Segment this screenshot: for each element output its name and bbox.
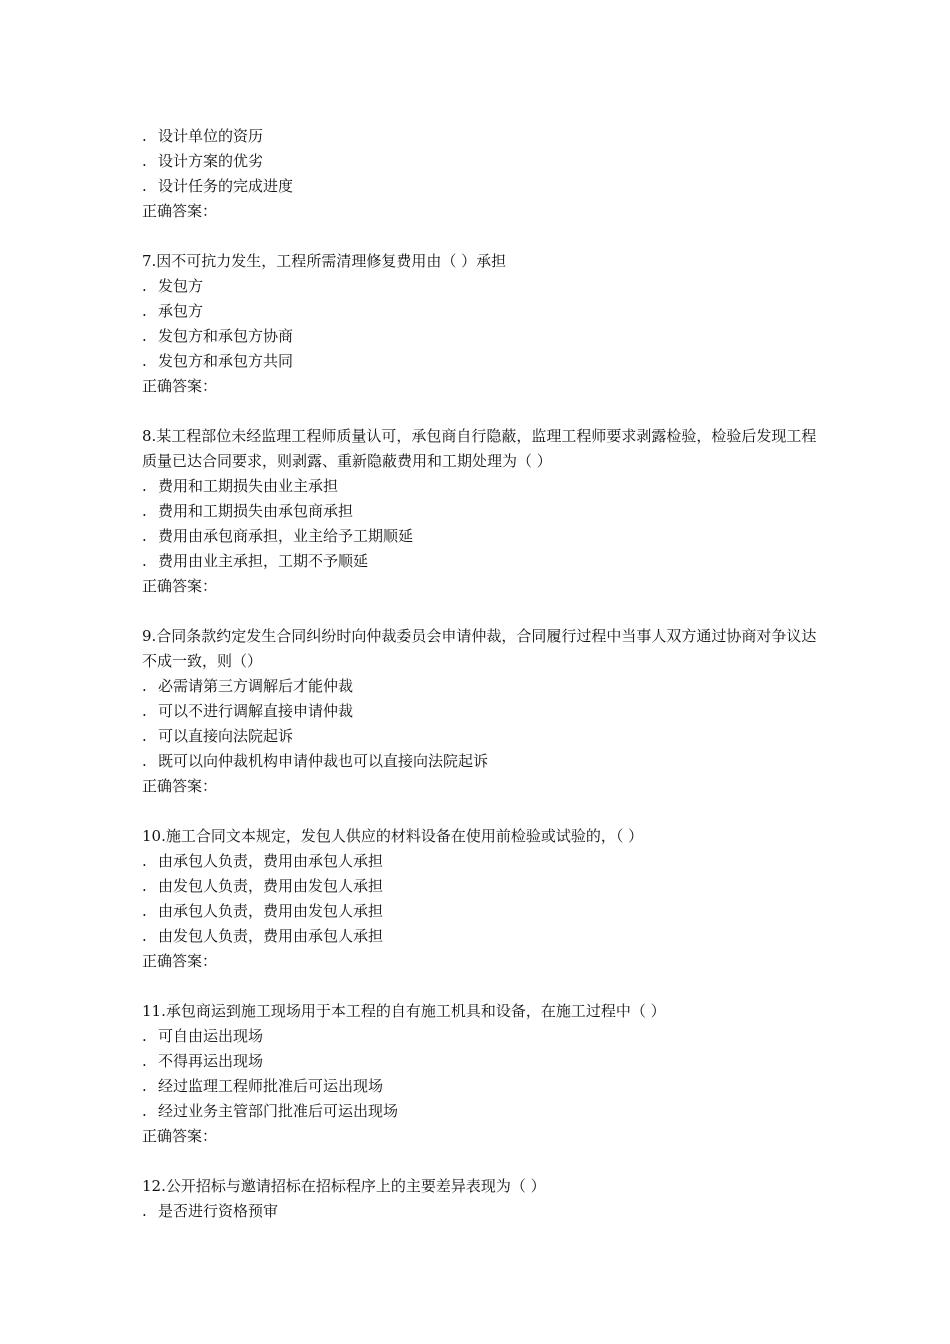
question-block-11	[142, 999, 820, 1149]
option-line: . 经过监理工程师批准后可运出现场	[142, 1077, 384, 1095]
option-line: . 费用和工期损失由业主承担	[142, 477, 339, 495]
option-line: . 由发包人负责，费用由发包人承担	[142, 877, 384, 895]
option-line: . 发包方	[142, 277, 204, 295]
option-line: . 发包方和承包方协商	[142, 327, 294, 345]
answer-label: 正确答案：	[142, 202, 218, 220]
option-line: . 发包方和承包方共同	[142, 352, 294, 370]
question-text: 10.施工合同文本规定，发包人供应的材料设备在使用前检验或试验的，（ ）	[142, 827, 644, 845]
option-line: . 由承包人负责，费用由发包人承担	[142, 902, 384, 920]
option-line: . 由承包人负责，费用由承包人承担	[142, 852, 384, 870]
answer-label: 正确答案：	[142, 777, 218, 795]
option-line: . 由发包人负责，费用由承包人承担	[142, 927, 384, 945]
leading-question-block	[142, 124, 820, 224]
option-line: . 既可以向仲裁机构申请仲裁也可以直接向法院起诉	[142, 752, 489, 770]
answer-label: 正确答案：	[142, 577, 218, 595]
option-line: . 承包方	[142, 302, 204, 320]
option-line: . 费用由业主承担，工期不予顺延	[142, 552, 369, 570]
option-line: . 是否进行资格预审	[142, 1202, 279, 1220]
question-block-12	[142, 1174, 820, 1224]
option-line: . 必需请第三方调解后才能仲裁	[142, 677, 354, 695]
option-line: . 费用由承包商承担，业主给予工期顺延	[142, 527, 414, 545]
question-text: 11.承包商运到施工现场用于本工程的自有施工机具和设备，在施工过程中（ ）	[142, 1002, 666, 1020]
option-line: . 费用和工期损失由承包商承担	[142, 502, 354, 520]
question-block-10	[142, 824, 820, 974]
answer-label: 正确答案：	[142, 952, 218, 970]
option-line: . 不得再运出现场	[142, 1052, 264, 1070]
answer-label: 正确答案：	[142, 377, 218, 395]
answer-label: 正确答案：	[142, 1127, 218, 1145]
option-line: . 可自由运出现场	[142, 1027, 264, 1045]
question-block-9	[142, 624, 820, 799]
option-line: . 经过业务主管部门批准后可运出现场	[142, 1102, 399, 1120]
question-text: 7.因不可抗力发生，工程所需清理修复费用由（ ）承担	[142, 252, 507, 270]
question-text: 12.公开招标与邀请招标在招标程序上的主要差异表现为（ ）	[142, 1177, 546, 1195]
option-line: . 可以直接向法院起诉	[142, 727, 294, 745]
question-block-7	[142, 249, 820, 399]
option-line: . 设计方案的优劣	[142, 152, 264, 170]
option-line: . 可以不进行调解直接申请仲裁	[142, 702, 354, 720]
option-line: . 设计单位的资历	[142, 127, 264, 145]
question-block-8	[142, 424, 820, 599]
question-text: 8.某工程部位未经监理工程师质量认可，承包商自行隐蔽，监理工程师要求剥露检验，检验后发现工程质量已达合同要求，则剥露、重新隐蔽费用和工期处理为（ ）	[142, 427, 817, 470]
option-line: . 设计任务的完成进度	[142, 177, 294, 195]
question-text: 9.合同条款约定发生合同纠纷时向仲裁委员会申请仲裁，合同履行过程中当事人双方通过协商对争议达不成一致，则（）	[142, 627, 817, 670]
